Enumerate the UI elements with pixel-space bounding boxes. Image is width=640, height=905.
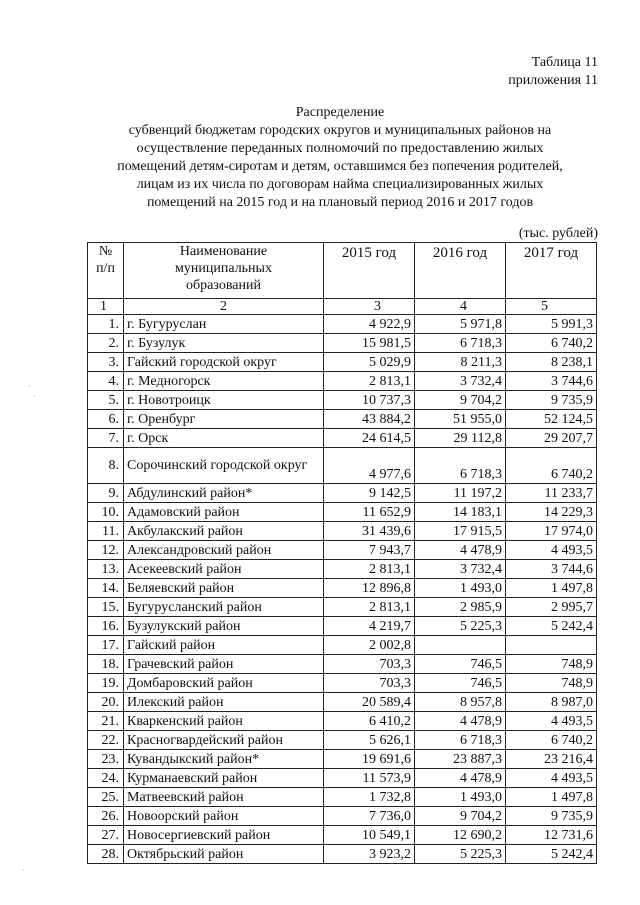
municipality-name: Абдулинский район* [124, 484, 324, 503]
row-number: 13. [88, 560, 124, 579]
title-line-2: субвенций бюджетам городских округов и муниципальных районов на [128, 123, 552, 138]
value-2017: 23 216,4 [506, 750, 597, 769]
table-row [88, 750, 597, 769]
header-number-line-2: п/п [96, 261, 115, 276]
table-row [88, 769, 597, 788]
value-2017: 5 991,3 [506, 315, 597, 334]
value-2017: 4 493,5 [506, 541, 597, 560]
column-number: 3 [324, 299, 415, 315]
municipality-name: Александровский район [124, 541, 324, 560]
value-2016: 9 704,2 [415, 807, 506, 826]
municipality-name: г. Медногорск [124, 372, 324, 391]
table-row [88, 372, 597, 391]
header-number [88, 243, 124, 299]
value-2015: 4 922,9 [324, 315, 415, 334]
table-number: Таблица 11 [531, 55, 598, 70]
title-line-3: осуществление переданных полномочий по предоставлению жилых [136, 141, 544, 156]
row-number: 9. [88, 484, 124, 503]
municipality-name: г. Бузулук [124, 334, 324, 353]
value-2015: 4 977,6 [324, 448, 415, 484]
municipality-name: Грачевский район [124, 655, 324, 674]
value-2017: 6 740,2 [506, 731, 597, 750]
value-2015: 11 573,9 [324, 769, 415, 788]
table-row [88, 731, 597, 750]
value-2016: 8 211,3 [415, 353, 506, 372]
header-2017: 2017 год [506, 243, 597, 299]
value-2017: 17 974,0 [506, 522, 597, 541]
column-number-row [88, 299, 597, 315]
table-row [88, 391, 597, 410]
value-2016: 17 915,5 [415, 522, 506, 541]
row-number: 25. [88, 788, 124, 807]
value-2015: 43 884,2 [324, 410, 415, 429]
row-number: 14. [88, 579, 124, 598]
value-2015: 7 736,0 [324, 807, 415, 826]
column-number: 5 [506, 299, 597, 315]
value-2015: 24 614,5 [324, 429, 415, 448]
row-number: 6. [88, 410, 124, 429]
table-row [88, 617, 597, 636]
value-2015: 4 219,7 [324, 617, 415, 636]
value-2016: 4 478,9 [415, 769, 506, 788]
value-2017: 1 497,8 [506, 788, 597, 807]
row-number: 24. [88, 769, 124, 788]
value-2016: 3 732,4 [415, 372, 506, 391]
municipality-name: Кувандыкский район* [124, 750, 324, 769]
value-2016: 12 690,2 [415, 826, 506, 845]
column-number: 1 [88, 299, 124, 315]
row-number: 17. [88, 636, 124, 655]
title-line-5: лицам из их числа по договорам найма специализированных жилых [136, 177, 544, 192]
value-2017: 5 242,4 [506, 845, 597, 864]
municipality-name: Бугурусланский район [124, 598, 324, 617]
row-number: 27. [88, 826, 124, 845]
title-line-4: помещений детям-сиротам и детям, оставшимся без попечения родителей, [117, 159, 563, 174]
value-2016: 3 732,4 [415, 560, 506, 579]
value-2016: 2 985,9 [415, 598, 506, 617]
municipality-name: г. Бугуруслан [124, 315, 324, 334]
value-2017: 748,9 [506, 655, 597, 674]
row-number: 15. [88, 598, 124, 617]
municipality-name: Красногвардейский район [124, 731, 324, 750]
title-line-1: Распределение [295, 105, 385, 120]
header-row [88, 243, 597, 299]
municipality-name: Октябрьский район [124, 845, 324, 864]
value-2015: 2 813,1 [324, 598, 415, 617]
table-row [88, 484, 597, 503]
row-number: 2. [88, 334, 124, 353]
title-line-6: помещений на 2015 год и на плановый период 2016 и 2017 годов [146, 195, 534, 210]
header-number-line-1: № [98, 244, 113, 259]
table-row [88, 429, 597, 448]
scan-speck: · [33, 392, 36, 401]
value-2017: 9 735,9 [506, 807, 597, 826]
value-2015: 11 652,9 [324, 503, 415, 522]
scan-speck: · [28, 382, 31, 391]
document-title [60, 104, 620, 212]
value-2015: 20 589,4 [324, 693, 415, 712]
municipality-name: Бузулукский район [124, 617, 324, 636]
value-2015: 15 981,5 [324, 334, 415, 353]
value-2017: 5 242,4 [506, 617, 597, 636]
row-number: 10. [88, 503, 124, 522]
municipality-name: Новоорский район [124, 807, 324, 826]
header-2016: 2016 год [415, 243, 506, 299]
row-number: 21. [88, 712, 124, 731]
header-name-line-3: образований [186, 278, 261, 293]
table-row [88, 693, 597, 712]
value-2016: 4 478,9 [415, 541, 506, 560]
municipality-name: Матвеевский район [124, 788, 324, 807]
value-2017: 29 207,7 [506, 429, 597, 448]
municipality-name: Сорочинский городской округ [124, 448, 324, 484]
table-row [88, 541, 597, 560]
table-row [88, 448, 597, 484]
row-number: 4. [88, 372, 124, 391]
table-row [88, 579, 597, 598]
header-name-line-2: муниципальных [175, 261, 272, 276]
distribution-table [87, 242, 597, 864]
municipality-name: Акбулакский район [124, 522, 324, 541]
table-row [88, 712, 597, 731]
municipality-name: Илекский район [124, 693, 324, 712]
municipality-name: Кваркенский район [124, 712, 324, 731]
row-number: 22. [88, 731, 124, 750]
table-row [88, 826, 597, 845]
value-2016: 23 887,3 [415, 750, 506, 769]
table-reference [508, 54, 598, 90]
value-2017: 9 735,9 [506, 391, 597, 410]
column-number: 4 [415, 299, 506, 315]
row-number: 7. [88, 429, 124, 448]
value-2016: 4 478,9 [415, 712, 506, 731]
row-number: 11. [88, 522, 124, 541]
value-2017: 52 124,5 [506, 410, 597, 429]
value-2017: 8 987,0 [506, 693, 597, 712]
municipality-name: Новосергиевский район [124, 826, 324, 845]
value-2015: 1 732,8 [324, 788, 415, 807]
table-row [88, 788, 597, 807]
value-2017: 12 731,6 [506, 826, 597, 845]
value-2017: 3 744,6 [506, 560, 597, 579]
appendix-reference: приложения 11 [508, 73, 598, 88]
value-2017: 6 740,2 [506, 448, 597, 484]
table-row [88, 315, 597, 334]
value-2016: 5 225,3 [415, 845, 506, 864]
value-2016: 8 957,8 [415, 693, 506, 712]
value-2016: 1 493,0 [415, 579, 506, 598]
value-2017: 2 995,7 [506, 598, 597, 617]
value-2017: 4 493,5 [506, 769, 597, 788]
municipality-name: Асекеевский район [124, 560, 324, 579]
municipality-name: Гайский городской округ [124, 353, 324, 372]
value-2017: 3 744,6 [506, 372, 597, 391]
value-2015: 31 439,6 [324, 522, 415, 541]
row-number: 16. [88, 617, 124, 636]
municipality-name: Адамовский район [124, 503, 324, 522]
value-2017: 748,9 [506, 674, 597, 693]
value-2016: 746,5 [415, 655, 506, 674]
row-number: 3. [88, 353, 124, 372]
value-2016: 6 718,3 [415, 448, 506, 484]
table-row [88, 334, 597, 353]
header-2015: 2015 год [324, 243, 415, 299]
table-row [88, 674, 597, 693]
value-2016: 29 112,8 [415, 429, 506, 448]
value-2015: 3 923,2 [324, 845, 415, 864]
table-row [88, 655, 597, 674]
value-2015: 703,3 [324, 655, 415, 674]
value-2016: 5 971,8 [415, 315, 506, 334]
value-2015: 9 142,5 [324, 484, 415, 503]
value-2016: 6 718,3 [415, 731, 506, 750]
value-2017: 14 229,3 [506, 503, 597, 522]
value-2017 [506, 636, 597, 655]
value-2015: 5 626,1 [324, 731, 415, 750]
row-number: 19. [88, 674, 124, 693]
value-2015: 10 737,3 [324, 391, 415, 410]
municipality-name: г. Орск [124, 429, 324, 448]
value-2015: 10 549,1 [324, 826, 415, 845]
table-row [88, 636, 597, 655]
row-number: 28. [88, 845, 124, 864]
row-number: 5. [88, 391, 124, 410]
header-name [124, 243, 324, 299]
value-2016: 6 718,3 [415, 334, 506, 353]
header-name-line-1: Наименование [179, 244, 268, 259]
value-2015: 12 896,8 [324, 579, 415, 598]
municipality-name: Гайский район [124, 636, 324, 655]
row-number: 18. [88, 655, 124, 674]
value-2015: 703,3 [324, 674, 415, 693]
scan-speck: · [22, 866, 25, 875]
value-2017: 6 740,2 [506, 334, 597, 353]
municipality-name: г. Новотроицк [124, 391, 324, 410]
value-2016: 51 955,0 [415, 410, 506, 429]
row-number: 8. [88, 448, 124, 484]
municipality-name: Курманаевский район [124, 769, 324, 788]
value-2016: 5 225,3 [415, 617, 506, 636]
value-2015: 2 813,1 [324, 560, 415, 579]
value-2016: 1 493,0 [415, 788, 506, 807]
table-row [88, 807, 597, 826]
value-2015: 2 813,1 [324, 372, 415, 391]
value-2015: 19 691,6 [324, 750, 415, 769]
value-2016 [415, 636, 506, 655]
row-number: 12. [88, 541, 124, 560]
row-number: 26. [88, 807, 124, 826]
row-number: 1. [88, 315, 124, 334]
municipality-name: Беляевский район [124, 579, 324, 598]
table-row [88, 598, 597, 617]
value-2016: 14 183,1 [415, 503, 506, 522]
value-2016: 11 197,2 [415, 484, 506, 503]
table-row [88, 560, 597, 579]
value-2017: 4 493,5 [506, 712, 597, 731]
value-2017: 1 497,8 [506, 579, 597, 598]
row-number: 20. [88, 693, 124, 712]
value-2015: 2 002,8 [324, 636, 415, 655]
table-row [88, 845, 597, 864]
value-2017: 11 233,7 [506, 484, 597, 503]
table-row [88, 353, 597, 372]
table-row [88, 503, 597, 522]
table-row [88, 410, 597, 429]
municipality-name: Домбаровский район [124, 674, 324, 693]
unit-label: (тыс. рублей) [518, 226, 598, 241]
value-2017: 8 238,1 [506, 353, 597, 372]
value-2015: 5 029,9 [324, 353, 415, 372]
column-number: 2 [124, 299, 324, 315]
municipality-name: г. Оренбург [124, 410, 324, 429]
value-2016: 746,5 [415, 674, 506, 693]
value-2015: 7 943,7 [324, 541, 415, 560]
table-row [88, 522, 597, 541]
value-2015: 6 410,2 [324, 712, 415, 731]
value-2016: 9 704,2 [415, 391, 506, 410]
row-number: 23. [88, 750, 124, 769]
